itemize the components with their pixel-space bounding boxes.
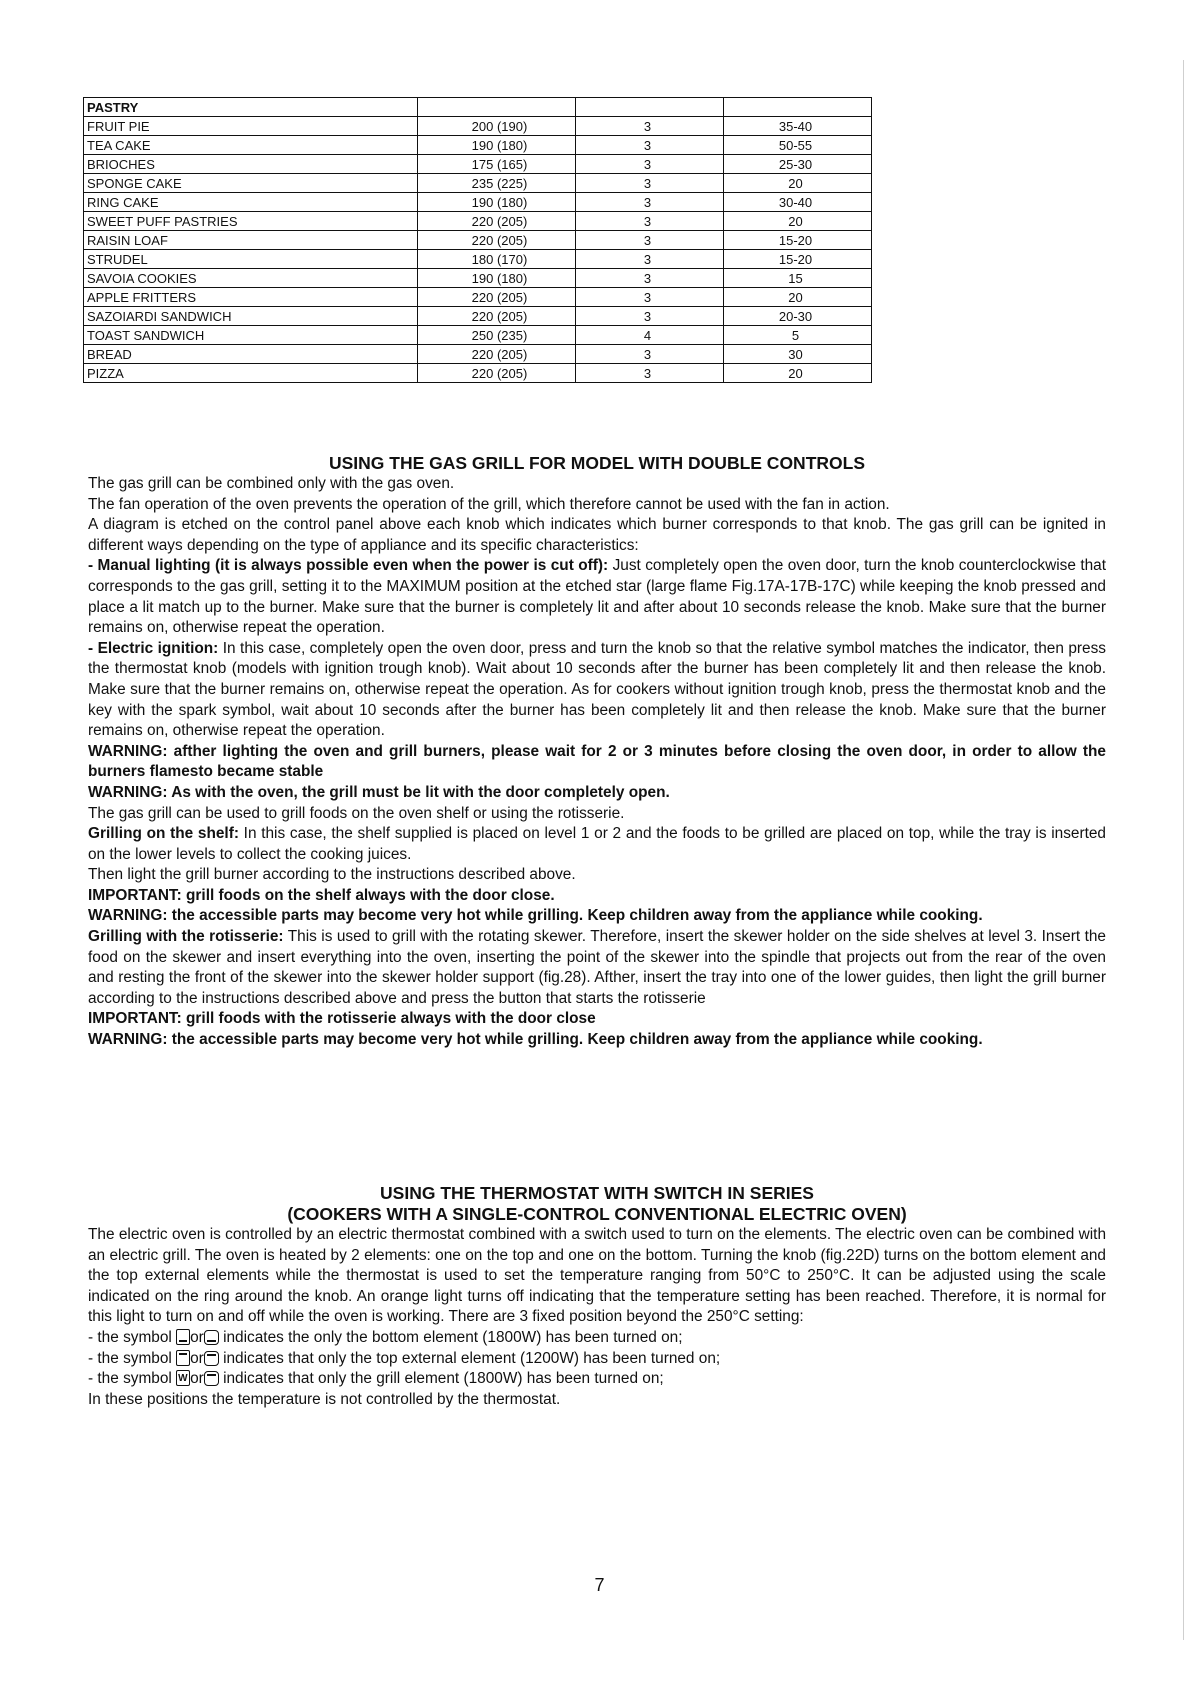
grill-usage-note: The gas grill can be used to grill foods on the oven shelf or using the rotisserie. — [88, 804, 625, 822]
manual-lighting-paragraph — [88, 556, 1106, 638]
table-cell: 3 — [576, 212, 724, 231]
table-row — [84, 250, 872, 269]
top-element-icon — [176, 1350, 190, 1366]
symbol-or: or — [190, 1328, 204, 1346]
electric-ignition-paragraph — [88, 639, 1106, 742]
grilling-rotisserie-paragraph — [88, 927, 1106, 1009]
grilling-shelf-text: In this case, the shelf supplied is placed on level 1 or 2 and the foods to be grilled are placed on top, while the tray is inserted on the lower levels to collect the cooking juices. — [88, 825, 1106, 863]
table-cell: 3 — [576, 269, 724, 288]
table-cell: 20 — [724, 212, 872, 231]
table-cell: 220 (205) — [418, 231, 576, 250]
table-row — [84, 193, 872, 212]
table-cell: RING CAKE — [84, 193, 418, 212]
table-row — [84, 117, 872, 136]
table-header-row — [84, 98, 872, 117]
table-row — [84, 212, 872, 231]
table-row — [84, 364, 872, 383]
table-cell: 5 — [724, 326, 872, 345]
thermostat-not-controlled: In these positions the temperature is not controlled by the thermostat. — [88, 1390, 561, 1408]
table-row — [84, 136, 872, 155]
light-grill-note: Then light the grill burner according to the instructions described above. — [88, 866, 576, 884]
table-cell: 15-20 — [724, 231, 872, 250]
table-cell: 220 (205) — [418, 345, 576, 364]
table-cell: APPLE FRITTERS — [84, 288, 418, 307]
warning-burners-stable: WARNING: afther lighting the oven and grill burners, please wait for 2 or 3 minutes before closing the oven door, in order to allow the burners flamesto became stable — [88, 742, 1106, 781]
grilling-shelf-label: Grilling on the shelf: — [88, 825, 239, 843]
table-cell: 15 — [724, 269, 872, 288]
fan-note: The fan operation of the oven prevents the operation of the grill, which therefore cannot be used with the fan in action. — [88, 495, 890, 513]
electric-ignition-label: - Electric ignition: — [88, 639, 219, 657]
thermostat-subheading: (COOKERS WITH A SINGLE-CONTROL CONVENTIONAL ELECTRIC OVEN) — [287, 1204, 907, 1224]
table-cell: 20-30 — [724, 307, 872, 326]
diagram-note: A diagram is etched on the control panel above each knob which indicates which burner corresponds to that knob. The gas grill can be ignited in different ways depending on the type of appliance and its specific characteristics: — [88, 516, 1106, 554]
table-cell: 3 — [576, 117, 724, 136]
table-cell — [576, 98, 724, 117]
table-cell: 20 — [724, 364, 872, 383]
table-cell: 190 (180) — [418, 193, 576, 212]
table-cell: 190 (180) — [418, 269, 576, 288]
top-element-alt-icon — [204, 1351, 219, 1366]
table-cell: 3 — [576, 231, 724, 250]
table-cell: SPONGE CAKE — [84, 174, 418, 193]
thermostat-heading: USING THE THERMOSTAT WITH SWITCH IN SERIES — [380, 1183, 814, 1203]
symbol-prefix: - the symbol — [88, 1349, 172, 1367]
table-cell: 3 — [576, 250, 724, 269]
table-cell: 235 (225) — [418, 174, 576, 193]
table-cell: 3 — [576, 193, 724, 212]
table-cell: BREAD — [84, 345, 418, 364]
table-cell: 3 — [576, 307, 724, 326]
table-cell: PASTRY — [84, 98, 418, 117]
thermostat-section — [88, 1183, 1106, 1410]
table-cell: 175 (165) — [418, 155, 576, 174]
electric-ignition-text: In this case, completely open the oven door, press and turn the knob so that the relative symbol matches the indicator, then press the thermostat knob (models with ignition trough knob). Wait about 10 seconds after the burner has been completely lit and then release the knob. Make sure that the burner remains on, otherwise repeat the operation. As for cookers without ignition trough knob, press the thermostat knob and the key with the spark symbol, wait about 10 seconds after the burner has been completely lit and then release the knob. Make sure that the burner remains on, otherwise repeat the operation. — [88, 639, 1106, 740]
table-row — [84, 155, 872, 174]
table-row — [84, 345, 872, 364]
table-cell: 3 — [576, 288, 724, 307]
page-number: 7 — [594, 1575, 605, 1595]
gas-grill-intro: The gas grill can be combined only with the gas oven. — [88, 475, 455, 492]
important-rotisserie-door: IMPORTANT: grill foods with the rotisserie always with the door close — [88, 1010, 596, 1028]
grill-element-icon — [176, 1370, 190, 1386]
table-cell: 20 — [724, 174, 872, 193]
table-cell: RAISIN LOAF — [84, 231, 418, 250]
symbol-line-bottom — [88, 1328, 1106, 1349]
table-cell: 180 (170) — [418, 250, 576, 269]
table-cell: 30-40 — [724, 193, 872, 212]
table-cell: SAVOIA COOKIES — [84, 269, 418, 288]
bottom-element-icon — [176, 1329, 190, 1345]
table-row — [84, 231, 872, 250]
symbol-bottom-text: indicates the only the bottom element (1800W) has been turned on; — [223, 1328, 683, 1346]
table-cell: PIZZA — [84, 364, 418, 383]
table-row — [84, 326, 872, 345]
symbol-top-text: indicates that only the top external element (1200W) has been turned on; — [223, 1349, 721, 1367]
table-row — [84, 288, 872, 307]
table-cell: 25-30 — [724, 155, 872, 174]
table-cell: 220 (205) — [418, 212, 576, 231]
table-cell: 220 (205) — [418, 288, 576, 307]
table-cell: 4 — [576, 326, 724, 345]
table-cell: 250 (235) — [418, 326, 576, 345]
table-cell — [724, 98, 872, 117]
table-cell: TOAST SANDWICH — [84, 326, 418, 345]
table-cell: 220 (205) — [418, 307, 576, 326]
thermostat-description: The electric oven is controlled by an electric thermostat combined with a switch used to turn on the elements. The electric oven can be combined with an electric grill. The oven is heated by 2 elements: one on the top and one on the bottom. Turning the knob (fig.22D) turns on the bottom element and the top external elements while the thermostat is used to set the temperature ranging from 50°C to 250°C. It can be adjusted using the scale indicated on the ring around the knob. An orange light turns off indicating that the temperature setting has been reached. Therefore, it is normal for this light to turn on and off while the oven is working. There are 3 fixed position beyond the 250°C setting: — [88, 1226, 1106, 1326]
table-cell: 30 — [724, 345, 872, 364]
symbol-prefix: - the symbol — [88, 1370, 172, 1388]
table-cell — [418, 98, 576, 117]
table-cell: 35-40 — [724, 117, 872, 136]
table-cell: FRUIT PIE — [84, 117, 418, 136]
manual-lighting-label: - Manual lighting (it is always possible even when the power is cut off): — [88, 557, 609, 575]
grill-element-alt-icon — [204, 1371, 219, 1386]
table-cell: SAZOIARDI SANDWICH — [84, 307, 418, 326]
table-cell: 3 — [576, 345, 724, 364]
warning-hot-parts-2: WARNING: the accessible parts may become very hot while grilling. Keep children away from the appliance while cooking. — [88, 1031, 983, 1049]
manual-lighting-text: Just completely open the oven door, turn the knob counterclockwise that corresponds to the gas grill, setting it to the MAXIMUM position at the etched star (large flame Fig.17A-17B-17C) while keeping the knob pressed and place a lit match up to the burner. Make sure that the burner is completely lit and after about 10 seconds release the knob. Make sure that the burner remains on, otherwise repeat the operation. — [88, 557, 1107, 637]
symbol-line-top — [88, 1349, 1106, 1370]
table-cell: 20 — [724, 288, 872, 307]
symbol-or: or — [190, 1370, 204, 1388]
table-cell: 3 — [576, 136, 724, 155]
table-cell: 190 (180) — [418, 136, 576, 155]
table-cell: 15-20 — [724, 250, 872, 269]
scan-edge-line — [1183, 60, 1184, 1640]
grilling-rotisserie-label: Grilling with the rotisserie: — [88, 928, 284, 946]
table-cell: TEA CAKE — [84, 136, 418, 155]
table-cell: 3 — [576, 174, 724, 193]
symbol-prefix: - the symbol — [88, 1328, 172, 1346]
symbol-line-grill — [88, 1369, 1106, 1390]
table-cell: 3 — [576, 364, 724, 383]
pastry-cooking-table — [83, 97, 872, 383]
grilling-shelf-paragraph — [88, 824, 1106, 865]
symbol-or: or — [190, 1349, 204, 1367]
table-cell: 200 (190) — [418, 117, 576, 136]
table-cell: 50-55 — [724, 136, 872, 155]
gas-grill-section — [88, 453, 1106, 1051]
symbol-grill-text: indicates that only the grill element (1800W) has been turned on; — [223, 1370, 664, 1388]
grilling-rotisserie-text: This is used to grill with the rotating skewer. Therefore, insert the skewer holder on the side shelves at level 3. Insert the food on the skewer and insert everything into the oven, inserting the point of the skewer into the spindle that projects out from the rear of the oven and resting the front of the skewer into the skewer holder support (fig.28). Afther, insert the tray into one of the lower guides, then light the grill burner according to the instructions described above and press the button that starts the rotisserie — [88, 928, 1106, 1007]
table-cell: 3 — [576, 155, 724, 174]
warning-hot-parts-1: WARNING: the accessible parts may become very hot while grilling. Keep children away from the appliance while cooking. — [88, 907, 983, 925]
table-cell: SWEET PUFF PASTRIES — [84, 212, 418, 231]
table-cell: 220 (205) — [418, 364, 576, 383]
table-row — [84, 307, 872, 326]
table-cell: BRIOCHES — [84, 155, 418, 174]
warning-door-open: WARNING: As with the oven, the grill must be lit with the door completely open. — [88, 783, 670, 801]
table-row — [84, 174, 872, 193]
gas-grill-heading: USING THE GAS GRILL FOR MODEL WITH DOUBLE CONTROLS — [328, 453, 865, 473]
table-cell: STRUDEL — [84, 250, 418, 269]
table-row — [84, 269, 872, 288]
bottom-element-alt-icon — [204, 1330, 219, 1345]
important-shelf-door: IMPORTANT: grill foods on the shelf always with the door close. — [88, 886, 555, 904]
